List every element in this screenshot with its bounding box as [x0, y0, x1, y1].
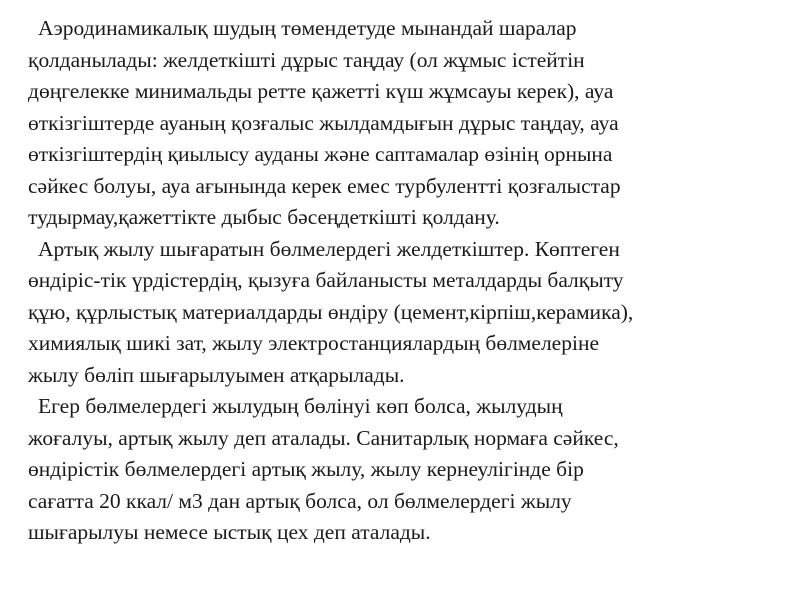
paragraph-3-line-4: сағатта 20 ккал/ м3 дан артық болса, ол бөлмелердегі жылу — [28, 488, 572, 513]
paragraph-2-line-1: Артық жылу шығаратын бөлмелердегі желдеткіштер. Көптеген — [38, 236, 620, 261]
paragraph-2-line-5: жылу бөліп шығарылуымен атқарылады. — [28, 362, 405, 387]
paragraph-3-line-3: өндірістік бөлмелердегі артық жылу, жылу кернеулігінде бір — [28, 457, 584, 481]
paragraph-1-line-1: Аэродинамикалық шудың төмендетуде мынандай шаралар — [38, 16, 577, 40]
paragraph-1-line-6: сәйкес болуы, ауа ағынында керек емес турбулентті қозғалыстар — [28, 173, 621, 198]
paragraph-1-line-5: өткізгіштердің қиылысу ауданы және саптамалар өзінің орнына — [28, 142, 613, 166]
paragraph-1-line-2: қолданылады: желдеткішті дұрыс таңдау (ол жұмыс істейтін — [28, 47, 585, 72]
body-text — [28, 13, 788, 549]
paragraph-2-line-2: өндіріс-тік үрдістердің, қызуға байланысты металдарды балқыту — [28, 268, 624, 292]
paragraph-3-line-2: жоғалуы, артық жылу деп аталады. Санитарлық нормаға сәйкес, — [28, 425, 619, 450]
paragraph-2-line-4: химиялық шикі зат, жылу электростанциялардың бөлмелеріне — [28, 331, 599, 355]
paragraph-1-line-4: өткізгіштерде ауаның қозғалыс жылдамдығын дұрыс таңдау, ауа — [28, 110, 619, 135]
paragraph-3-line-5: шығарылуы немесе ыстық цех деп аталады. — [28, 520, 431, 544]
paragraph-1-line-3: дөңгелекке минимальды ретте қажетті күш жұмсауы керек), ауа — [28, 79, 614, 103]
paragraph-1-line-7: тудырмау,қажеттікте дыбыс бәсеңдеткішті қолдану. — [28, 205, 500, 229]
paragraph-3-line-1: Егер бөлмелердегі жылудың бөлінуі көп болса, жылудың — [38, 394, 563, 418]
paragraph-2-line-3: құю, құрлыстық материалдарды өндіру (цемент,кірпіш,керамика), — [28, 299, 634, 324]
